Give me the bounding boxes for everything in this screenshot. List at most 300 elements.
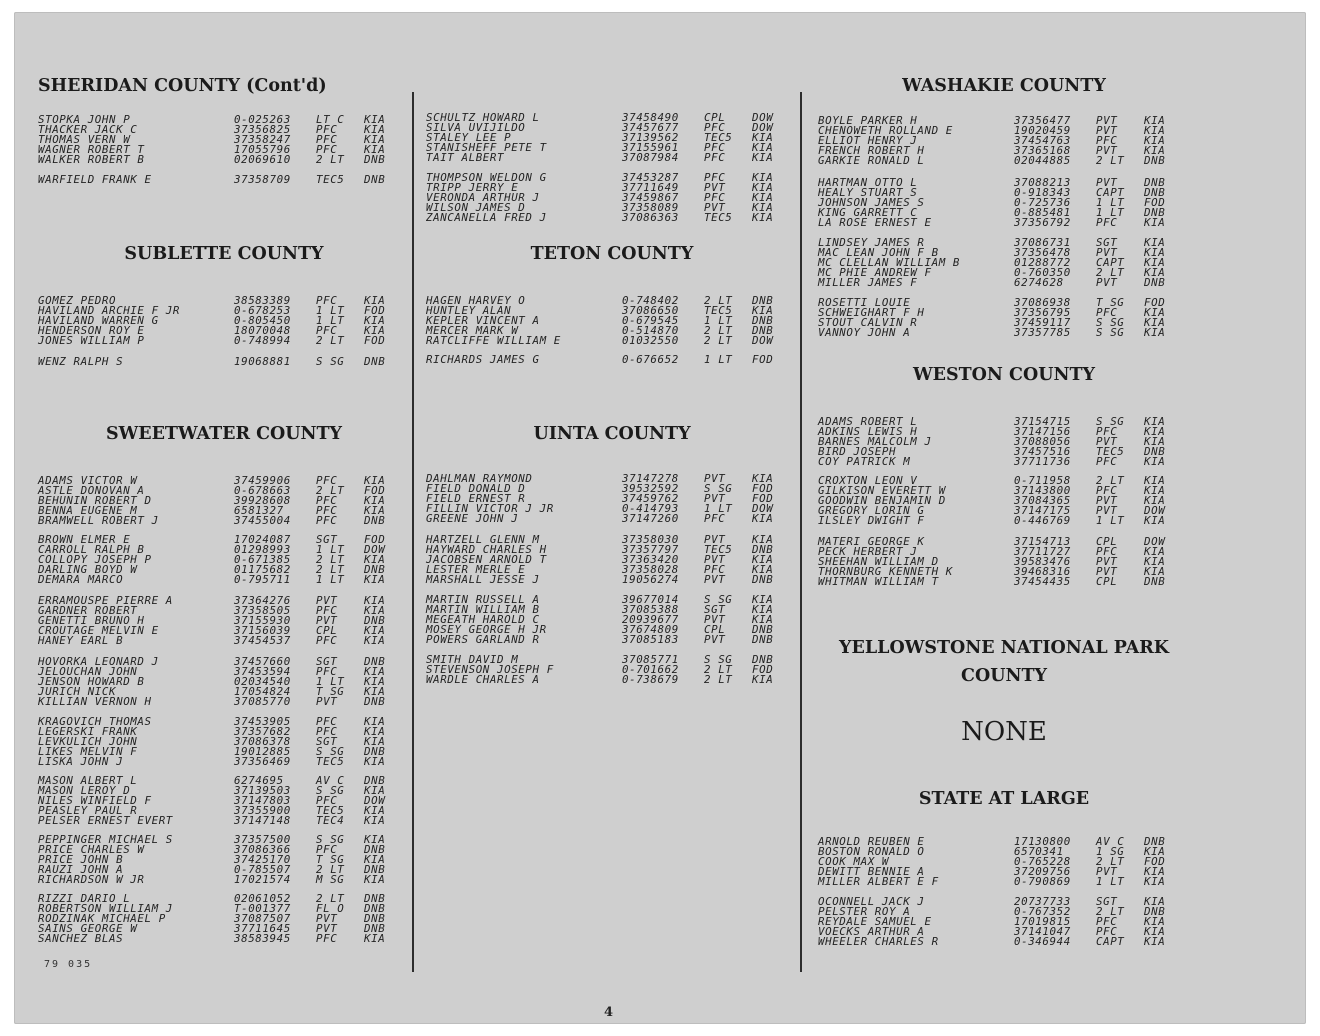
casualty-status: KIA: [364, 123, 386, 136]
soldier-name: FRENCH ROBERT H: [818, 144, 925, 157]
soldier-name: HAVILAND ARCHIE F JR: [38, 304, 181, 317]
casualty-status: FOD: [752, 663, 774, 676]
serial-number: 37358089: [622, 201, 679, 214]
serial-number: 37453905: [234, 715, 291, 728]
soldier-name: GOODWIN BENJAMIN D: [818, 494, 946, 507]
soldier-name: THOMAS VERN W: [38, 133, 131, 146]
serial-number: 37364276: [234, 594, 291, 607]
serial-number: 0-738679: [622, 673, 679, 686]
soldier-name: VANNOY JOHN A: [818, 326, 911, 339]
rank: 2 LT: [704, 294, 733, 307]
soldier-name: RICHARDS JAMES G: [426, 353, 540, 366]
serial-number: 37356795: [1014, 306, 1071, 319]
soldier-name: HENDERSON ROY E: [38, 324, 145, 337]
serial-number: 37358030: [622, 533, 679, 546]
rank: 2 LT: [1096, 905, 1125, 918]
casualty-status: KIA: [752, 151, 774, 164]
rank: 1 LT: [316, 675, 345, 688]
soldier-name: WARDLE CHARLES A: [426, 673, 540, 686]
serial-number: 37147260: [622, 512, 679, 525]
casualty-status: FOD: [364, 334, 386, 347]
casualty-status: DNB: [1144, 835, 1166, 848]
casualty-status: DNB: [1144, 905, 1166, 918]
soldier-name: JELOUCHAN JOHN: [38, 665, 138, 678]
rank: PFC: [316, 634, 338, 647]
serial-number: 37453287: [622, 171, 679, 184]
soldier-name: VERONDA ARTHUR J: [426, 191, 540, 204]
rank: PFC: [316, 725, 338, 738]
rank: PFC: [1096, 484, 1118, 497]
serial-number: 0-795711: [234, 573, 291, 586]
casualty-status: KIA: [752, 563, 774, 576]
soldier-name: ADAMS ROBERT L: [818, 415, 918, 428]
rank: 1 LT: [1096, 196, 1125, 209]
soldier-name: CARROLL RALPH B: [38, 543, 145, 556]
serial-number: 37711736: [1014, 455, 1071, 468]
serial-number: 37711649: [622, 181, 679, 194]
serial-number: 37454537: [234, 634, 291, 647]
casualty-status: DNB: [1144, 575, 1166, 588]
rank: SGT: [316, 533, 338, 546]
casualty-status: KIA: [364, 715, 386, 728]
serial-number: 0-701662: [622, 663, 679, 676]
rank: T SG: [1096, 296, 1125, 309]
rank: 1 LT: [1096, 206, 1125, 219]
soldier-name: KILLIAN VERNON H: [38, 695, 152, 708]
serial-number: 37358247: [234, 133, 291, 146]
soldier-name: BEHUNIN ROBERT D: [38, 494, 152, 507]
casualty-status: KIA: [1144, 114, 1166, 127]
rank: TEC5: [704, 131, 733, 144]
casualty-status: KIA: [752, 613, 774, 626]
rank: S SG: [1096, 316, 1125, 329]
serial-number: 37355900: [234, 804, 291, 817]
soldier-name: SILVA UVIJILDO: [426, 121, 526, 134]
soldier-name: PRICE CHARLES W: [38, 843, 145, 856]
soldier-name: ROSETTI LOUIE: [818, 296, 911, 309]
casualty-status: KIA: [1144, 124, 1166, 137]
serial-number: 38583945: [234, 932, 291, 945]
soldier-name: GENETTI BRUNO H: [38, 614, 145, 627]
casualty-status: KIA: [1144, 494, 1166, 507]
rank: FL O: [316, 902, 345, 915]
rank: S SG: [1096, 326, 1125, 339]
casualty-status: KIA: [1144, 484, 1166, 497]
rank: SGT: [316, 655, 338, 668]
rank: 2 LT: [1096, 266, 1125, 279]
serial-number: 37459117: [1014, 316, 1071, 329]
serial-number: 01288772: [1014, 256, 1071, 269]
serial-number: T-001377: [234, 902, 291, 915]
rank: PFC: [316, 504, 338, 517]
paper-sheet: [14, 12, 1306, 1024]
casualty-status: DOW: [364, 543, 386, 556]
serial-number: 37147278: [622, 472, 679, 485]
serial-number: 0-725736: [1014, 196, 1071, 209]
rank: PFC: [704, 171, 726, 184]
rank: TEC5: [316, 173, 345, 186]
casualty-status: DNB: [364, 745, 386, 758]
soldier-name: TAIT ALBERT: [426, 151, 505, 164]
rank: T SG: [316, 853, 345, 866]
serial-number: 37088056: [1014, 435, 1071, 448]
rank: 2 LT: [1096, 154, 1125, 167]
serial-number: 37357682: [234, 725, 291, 738]
casualty-status: KIA: [364, 853, 386, 866]
casualty-status: KIA: [364, 314, 386, 327]
serial-number: 17019815: [1014, 915, 1071, 928]
serial-number: 38583389: [234, 294, 291, 307]
rank: CPL: [704, 111, 726, 124]
soldier-name: FIELD DONALD D: [426, 482, 526, 495]
serial-number: 0-514870: [622, 324, 679, 337]
soldier-name: ADAMS VICTOR W: [38, 474, 138, 487]
serial-number: 01298993: [234, 543, 291, 556]
soldier-name: ROBERTSON WILLIAM J: [38, 902, 173, 915]
rank: PVT: [316, 912, 338, 925]
casualty-status: DNB: [1144, 186, 1166, 199]
soldier-name: ZANCANELLA FRED J: [426, 211, 547, 224]
casualty-status: KIA: [1144, 545, 1166, 558]
serial-number: 37147156: [1014, 425, 1071, 438]
soldier-name: STEVENSON JOSEPH F: [426, 663, 554, 676]
serial-number: 19012885: [234, 745, 291, 758]
none-label: NONE: [961, 717, 1047, 747]
casualty-status: KIA: [364, 665, 386, 678]
serial-number: 0-414793: [622, 502, 679, 515]
serial-number: 39677014: [622, 593, 679, 606]
serial-number: 37356469: [234, 755, 291, 768]
rank: PFC: [1096, 216, 1118, 229]
rank: PFC: [1096, 545, 1118, 558]
soldier-name: WAGNER ROBERT T: [38, 143, 145, 156]
soldier-name: MC PHIE ANDREW F: [818, 266, 932, 279]
serial-number: 6581327: [234, 504, 284, 517]
rank: CPL: [1096, 575, 1118, 588]
serial-number: 0-748994: [234, 334, 291, 347]
rank: PFC: [1096, 455, 1118, 468]
rank: CAPT: [1096, 935, 1125, 948]
soldier-name: HANEY EARL B: [38, 634, 124, 647]
rank: PVT: [1096, 435, 1118, 448]
casualty-status: KIA: [1144, 895, 1166, 908]
casualty-status: KIA: [364, 624, 386, 637]
serial-number: 0-918343: [1014, 186, 1071, 199]
column-divider-right: [800, 92, 802, 972]
serial-number: 37155961: [622, 141, 679, 154]
serial-number: 37086731: [1014, 236, 1071, 249]
casualty-status: KIA: [364, 804, 386, 817]
serial-number: 37365168: [1014, 144, 1071, 157]
rank: S SG: [704, 593, 733, 606]
serial-number: 37357797: [622, 543, 679, 556]
casualty-status: DNB: [364, 173, 386, 186]
soldier-name: BRAMWELL ROBERT J: [38, 514, 159, 527]
serial-number: 20737733: [1014, 895, 1071, 908]
soldier-name: THORNBURG KENNETH K: [818, 565, 953, 578]
soldier-name: LISKA JOHN J: [38, 755, 124, 768]
soldier-name: WHITMAN WILLIAM T: [818, 575, 939, 588]
serial-number: 17055796: [234, 143, 291, 156]
soldier-name: HARTZELL GLENN M: [426, 533, 540, 546]
soldier-name: LIKES MELVIN F: [38, 745, 138, 758]
rank: CPL: [316, 624, 338, 637]
soldier-name: SCHULTZ HOWARD L: [426, 111, 540, 124]
section-title-sweetwater: SWEETWATER COUNTY: [105, 424, 343, 444]
soldier-name: PRICE JOHN B: [38, 853, 124, 866]
casualty-status: KIA: [364, 324, 386, 337]
soldier-name: MOSEY GEORGE H JR: [426, 623, 547, 636]
soldier-name: ASTLE DONOVAN A: [38, 484, 145, 497]
soldier-name: THOMPSON WELDON G: [426, 171, 547, 184]
casualty-status: FOD: [364, 304, 386, 317]
soldier-name: MATERI GEORGE K: [818, 535, 925, 548]
soldier-name: THACKER JACK C: [38, 123, 138, 136]
soldier-name: PELSTER ROY A: [818, 905, 911, 918]
casualty-status: DNB: [752, 623, 774, 636]
rank: S SG: [704, 653, 733, 666]
casualty-status: DNB: [1144, 206, 1166, 219]
rank: PFC: [704, 191, 726, 204]
soldier-name: CROXTON LEON V: [818, 474, 918, 487]
casualty-status: KIA: [752, 131, 774, 144]
casualty-status: DOW: [364, 794, 386, 807]
soldier-name: GREGORY LORIN G: [818, 504, 925, 517]
soldier-name: HAYWARD CHARLES H: [426, 543, 547, 556]
rank: PVT: [1096, 114, 1118, 127]
casualty-status: DNB: [364, 892, 386, 905]
casualty-status: DNB: [364, 922, 386, 935]
rank: PFC: [316, 123, 338, 136]
casualty-status: KIA: [364, 113, 386, 126]
casualty-status: KIA: [1144, 845, 1166, 858]
soldier-name: JONES WILLIAM P: [38, 334, 145, 347]
rank: PVT: [1096, 494, 1118, 507]
rank: TEC5: [316, 804, 345, 817]
casualty-status: KIA: [1144, 474, 1166, 487]
soldier-name: COLLOPY JOSEPH P: [38, 553, 152, 566]
casualty-status: FOD: [1144, 196, 1166, 209]
serial-number: 37154713: [1014, 535, 1071, 548]
casualty-status: FOD: [752, 492, 774, 505]
casualty-status: DOW: [752, 111, 774, 124]
rank: PVT: [1096, 124, 1118, 137]
soldier-name: KING GARRETT C: [818, 206, 918, 219]
rank: PVT: [704, 633, 726, 646]
soldier-name: WALKER ROBERT B: [38, 153, 145, 166]
casualty-status: KIA: [752, 304, 774, 317]
casualty-status: KIA: [1144, 514, 1166, 527]
soldier-name: BIRD JOSEPH: [818, 445, 897, 458]
rank: 2 LT: [316, 892, 345, 905]
rank: TEC4: [316, 814, 345, 827]
casualty-status: KIA: [1144, 415, 1166, 428]
section-title-washakie: WASHAKIE COUNTY: [902, 76, 1106, 96]
casualty-status: DNB: [752, 633, 774, 646]
serial-number: 20939677: [622, 613, 679, 626]
casualty-status: DOW: [1144, 504, 1166, 517]
section-title-yellowstone: YELLOWSTONE NATIONAL PARK: [839, 638, 1169, 658]
casualty-status: KIA: [1144, 236, 1166, 249]
rank: AV C: [1096, 835, 1125, 848]
rank: S SG: [316, 784, 345, 797]
soldier-name: BOYLE PARKER H: [818, 114, 918, 127]
serial-number: 37147175: [1014, 504, 1071, 517]
casualty-status: KIA: [1144, 865, 1166, 878]
casualty-status: KIA: [364, 604, 386, 617]
soldier-name: REYDALE SAMUEL E: [818, 915, 932, 928]
footer-code: 79 035: [44, 959, 93, 970]
soldier-name: OCONNELL JACK J: [818, 895, 925, 908]
rank: 2 LT: [316, 563, 345, 576]
casualty-status: DNB: [364, 695, 386, 708]
soldier-name: COY PATRICK M: [818, 455, 911, 468]
rank: T SG: [316, 685, 345, 698]
serial-number: 39532592: [622, 482, 679, 495]
casualty-status: KIA: [364, 735, 386, 748]
soldier-name: JURICH NICK: [38, 685, 117, 698]
rank: 1 LT: [1096, 514, 1125, 527]
serial-number: 17130800: [1014, 835, 1071, 848]
casualty-status: DNB: [364, 774, 386, 787]
casualty-status: DNB: [364, 514, 386, 527]
rank: PVT: [704, 573, 726, 586]
soldier-name: GREENE JOHN J: [426, 512, 519, 525]
rank: PFC: [704, 151, 726, 164]
casualty-status: DNB: [752, 314, 774, 327]
soldier-name: RICHARDSON W JR: [38, 873, 145, 886]
soldier-name: LEVKULICH JOHN: [38, 735, 138, 748]
serial-number: 37209756: [1014, 865, 1071, 878]
rank: SGT: [316, 735, 338, 748]
soldier-name: JACOBSEN ARNOLD T: [426, 553, 547, 566]
casualty-status: DNB: [364, 902, 386, 915]
casualty-status: KIA: [364, 675, 386, 688]
serial-number: 37154715: [1014, 415, 1071, 428]
rank: PFC: [316, 665, 338, 678]
casualty-status: FOD: [752, 353, 774, 366]
casualty-status: KIA: [1144, 875, 1166, 888]
serial-number: 37087507: [234, 912, 291, 925]
soldier-name: DAHLMAN RAYMOND: [426, 472, 533, 485]
casualty-status: DNB: [1144, 176, 1166, 189]
rank: TEC5: [316, 755, 345, 768]
casualty-status: KIA: [1144, 144, 1166, 157]
casualty-status: DNB: [364, 614, 386, 627]
soldier-name: STALEY LEE P: [426, 131, 512, 144]
rank: PVT: [316, 614, 338, 627]
soldier-name: BENNA EUGENE M: [38, 504, 138, 517]
rank: 1 LT: [316, 573, 345, 586]
serial-number: 37147148: [234, 814, 291, 827]
casualty-status: KIA: [1144, 925, 1166, 938]
casualty-status: KIA: [364, 143, 386, 156]
casualty-status: KIA: [364, 494, 386, 507]
serial-number: 39468316: [1014, 565, 1071, 578]
soldier-name: MILLER ALBERT E F: [818, 875, 939, 888]
casualty-status: KIA: [752, 553, 774, 566]
serial-number: 01175682: [234, 563, 291, 576]
soldier-name: HAGEN HARVEY O: [426, 294, 526, 307]
rank: PVT: [1096, 565, 1118, 578]
rank: PFC: [704, 141, 726, 154]
section-title-state-at-large: STATE AT LARGE: [918, 789, 1090, 809]
soldier-name: MASON LEROY D: [38, 784, 131, 797]
soldier-name: DARLING BOYD W: [38, 563, 138, 576]
rank: 2 LT: [316, 153, 345, 166]
soldier-name: ARNOLD REUBEN E: [818, 835, 925, 848]
serial-number: 37363420: [622, 553, 679, 566]
casualty-status: KIA: [752, 141, 774, 154]
soldier-name: ERRAMOUSPE PIERRE A: [38, 594, 173, 607]
casualty-status: DNB: [364, 563, 386, 576]
section-title-sublette: SUBLETTE COUNTY: [124, 244, 324, 264]
rank: PVT: [704, 533, 726, 546]
casualty-status: DNB: [752, 573, 774, 586]
rank: PFC: [316, 324, 338, 337]
serial-number: 0-446769: [1014, 514, 1071, 527]
soldier-name: KEPLER VINCENT A: [426, 314, 540, 327]
serial-number: 37088213: [1014, 176, 1071, 189]
soldier-name: JENSON HOWARD B: [38, 675, 145, 688]
soldier-name: RAUZI JOHN A: [38, 863, 124, 876]
rank: 2 LT: [704, 334, 733, 347]
soldier-name: KRAGOVICH THOMAS: [38, 715, 152, 728]
rank: TEC5: [704, 543, 733, 556]
serial-number: 18070048: [234, 324, 291, 337]
section-title-yellowstone-line2: COUNTY: [961, 666, 1047, 686]
soldier-name: ILSLEY DWIGHT F: [818, 514, 925, 527]
rank: 2 LT: [316, 484, 345, 497]
rank: PVT: [1096, 555, 1118, 568]
serial-number: 37086650: [622, 304, 679, 317]
rank: TEC5: [704, 304, 733, 317]
casualty-status: DOW: [752, 334, 774, 347]
casualty-status: DNB: [1144, 276, 1166, 289]
rank: PFC: [316, 715, 338, 728]
serial-number: 37711645: [234, 922, 291, 935]
soldier-name: HAVILAND WARREN G: [38, 314, 159, 327]
serial-number: 0-805450: [234, 314, 291, 327]
casualty-status: DNB: [1144, 445, 1166, 458]
casualty-status: KIA: [1144, 935, 1166, 948]
serial-number: 19068881: [234, 355, 291, 368]
serial-number: 37086938: [1014, 296, 1071, 309]
rank: 2 LT: [1096, 855, 1125, 868]
casualty-status: KIA: [364, 725, 386, 738]
rank: PVT: [704, 181, 726, 194]
casualty-status: KIA: [364, 594, 386, 607]
rank: CPL: [1096, 535, 1118, 548]
serial-number: 37084365: [1014, 494, 1071, 507]
casualty-status: KIA: [752, 603, 774, 616]
soldier-name: WARFIELD FRANK E: [38, 173, 152, 186]
casualty-status: KIA: [364, 784, 386, 797]
casualty-status: KIA: [364, 553, 386, 566]
serial-number: 37086363: [622, 211, 679, 224]
casualty-status: KIA: [364, 814, 386, 827]
rank: PFC: [704, 121, 726, 134]
serial-number: 0-785507: [234, 863, 291, 876]
soldier-name: SANCHEZ BLAS: [38, 932, 124, 945]
serial-number: 6274695: [234, 774, 284, 787]
rank: 1 LT: [704, 502, 733, 515]
serial-number: 37457660: [234, 655, 291, 668]
casualty-status: DNB: [364, 843, 386, 856]
casualty-status: DNB: [1144, 154, 1166, 167]
serial-number: 37085183: [622, 633, 679, 646]
casualty-status: KIA: [1144, 134, 1166, 147]
